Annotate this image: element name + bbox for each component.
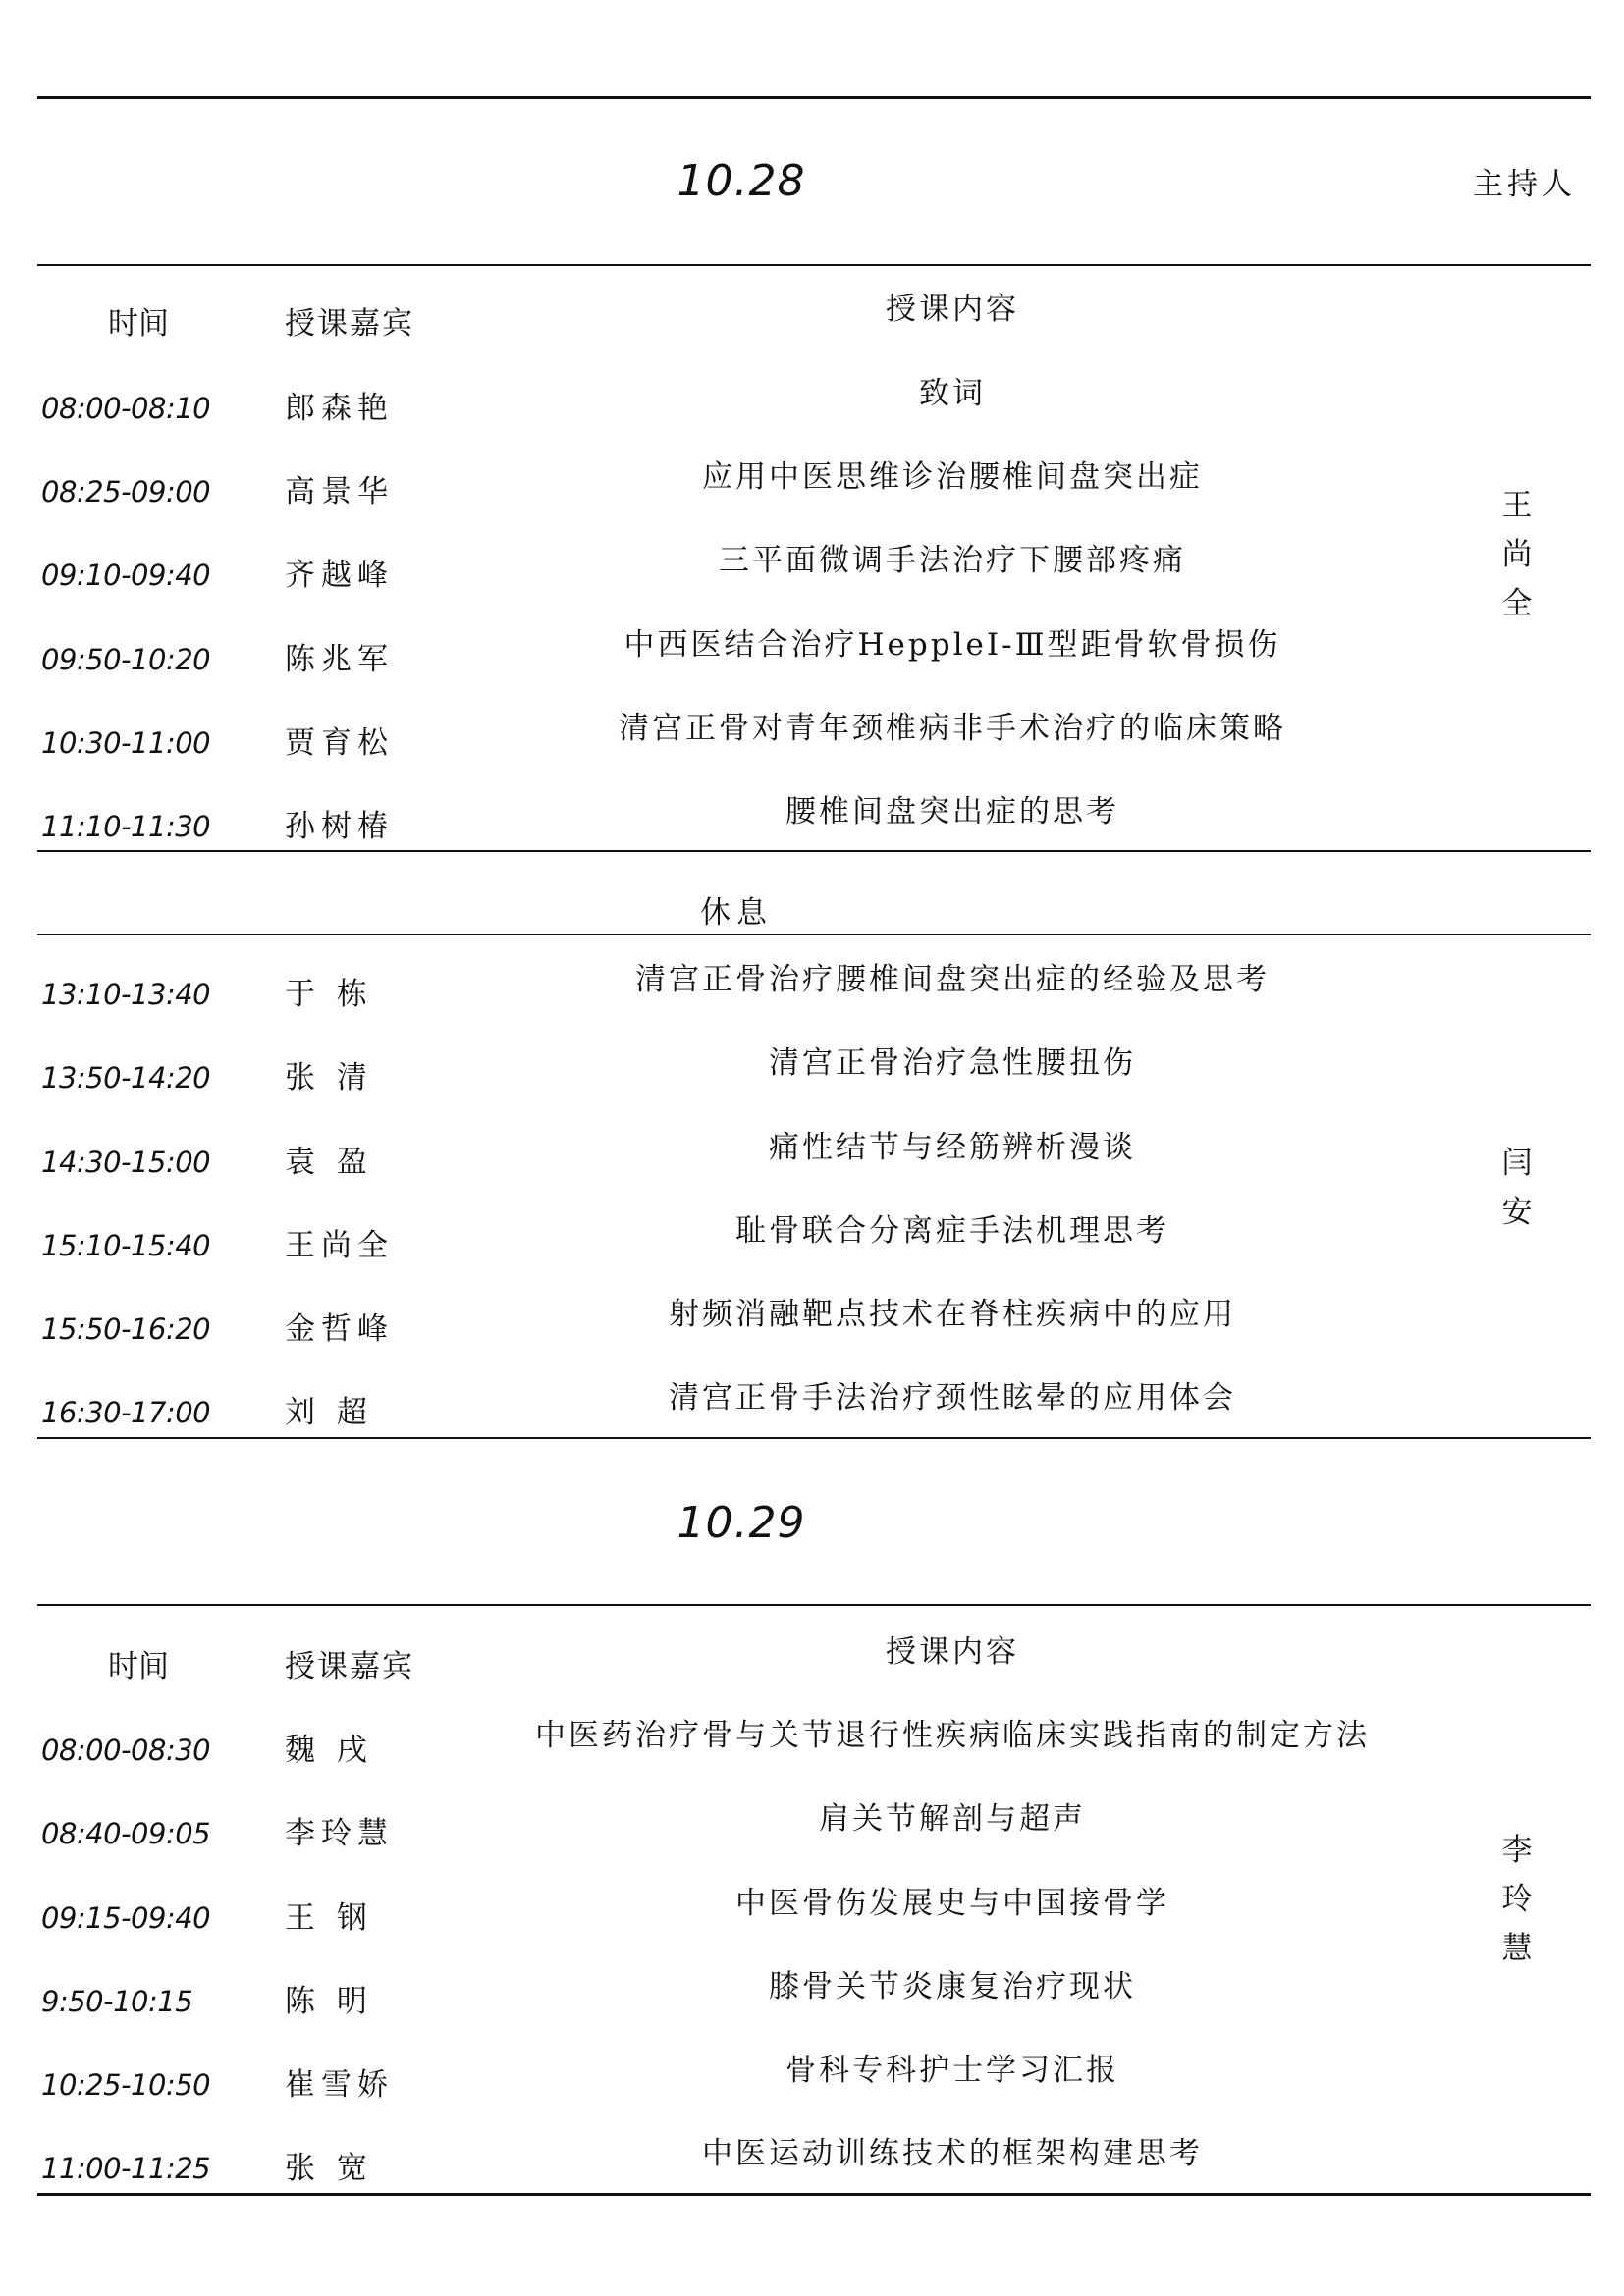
schedule-time: 16:30-17:00 <box>41 1396 211 1429</box>
day1-bottom-rule <box>37 1437 1591 1439</box>
top-rule <box>37 96 1591 99</box>
header-speaker: 授课嘉宾 <box>285 306 414 342</box>
schedule-topic: 三平面微调手法治疗下腰部疼痛 <box>719 543 1186 578</box>
schedule-speaker: 贾育松 <box>285 725 394 761</box>
schedule-time: 08:25-09:00 <box>41 475 211 508</box>
schedule-time: 11:10-11:30 <box>41 810 211 843</box>
schedule-topic: 腰椎间盘突出症的思考 <box>785 794 1119 829</box>
header-topic: 授课内容 <box>886 1634 1019 1670</box>
host-char: 尚 <box>1501 537 1533 572</box>
schedule-time: 15:10-15:40 <box>41 1229 211 1262</box>
schedule-time: 10:25-10:50 <box>41 2068 211 2102</box>
schedule-speaker: 陈 明 <box>285 1984 373 2019</box>
host-char: 慧 <box>1501 1931 1533 1966</box>
schedule-topic: 应用中医思维诊治腰椎间盘突出症 <box>702 459 1203 495</box>
schedule-topic: 清宫正骨治疗急性腰扭伤 <box>769 1045 1136 1081</box>
host-char: 王 <box>1501 488 1533 523</box>
host-char: 闫 <box>1501 1146 1533 1181</box>
schedule-speaker: 李玲慧 <box>285 1816 394 1851</box>
break-top-rule <box>37 850 1591 852</box>
host-char: 李 <box>1501 1833 1533 1868</box>
schedule-time: 08:00-08:30 <box>41 1734 211 1767</box>
bottom-rule <box>37 2193 1591 2196</box>
schedule-speaker: 张 清 <box>285 1060 373 1095</box>
break-label: 休息 <box>700 895 773 931</box>
schedule-speaker: 魏 戌 <box>285 1733 373 1768</box>
header-time: 时间 <box>108 1649 169 1684</box>
host-char: 安 <box>1501 1195 1533 1230</box>
schedule-speaker: 王尚全 <box>285 1228 394 1263</box>
break-bottom-rule <box>37 934 1591 935</box>
schedule-speaker: 陈兆军 <box>285 642 394 677</box>
schedule-time: 09:15-09:40 <box>41 1901 211 1935</box>
day1-date: 10.28 <box>677 156 806 206</box>
schedule-time: 13:10-13:40 <box>41 978 211 1011</box>
host-label: 主持人 <box>1473 167 1576 202</box>
afternoon-host <box>1497 1139 1537 1237</box>
schedule-speaker: 刘 超 <box>285 1395 373 1430</box>
schedule-speaker: 崔雪娇 <box>285 2067 394 2103</box>
schedule-topic: 肩关节解剖与超声 <box>819 1801 1086 1837</box>
schedule-topic: 中医骨伤发展史与中国接骨学 <box>735 1886 1169 1921</box>
header-speaker: 授课嘉宾 <box>285 1649 414 1684</box>
schedule-time: 10:30-11:00 <box>41 726 211 760</box>
schedule-topic: 中医运动训练技术的框架构建思考 <box>702 2136 1203 2171</box>
schedule-speaker: 齐越峰 <box>285 558 394 593</box>
schedule-topic: 射频消融靶点技术在脊柱疾病中的应用 <box>669 1297 1236 1332</box>
header-time: 时间 <box>108 306 169 342</box>
schedule-speaker: 孙树椿 <box>285 809 394 844</box>
schedule-speaker: 高景华 <box>285 474 394 509</box>
schedule-topic: 致词 <box>919 376 986 411</box>
schedule-speaker: 郎森艳 <box>285 391 394 426</box>
host-char: 全 <box>1501 586 1533 621</box>
schedule-time: 08:00-08:10 <box>41 392 211 425</box>
schedule-topic: 痛性结节与经筋辨析漫谈 <box>769 1130 1136 1165</box>
schedule-speaker: 金哲峰 <box>285 1311 394 1347</box>
morning-host <box>1497 481 1537 628</box>
schedule-topic: 膝骨关节炎康复治疗现状 <box>769 1969 1136 2004</box>
schedule-time: 09:10-09:40 <box>41 559 211 592</box>
day2-header-rule <box>37 1604 1591 1606</box>
schedule-time: 14:30-15:00 <box>41 1146 211 1179</box>
schedule-topic: 清宫正骨对青年颈椎病非手术治疗的临床策略 <box>619 711 1286 746</box>
schedule-time: 09:50-10:20 <box>41 643 211 676</box>
schedule-time: 13:50-14:20 <box>41 1061 211 1095</box>
schedule-time: 9:50-10:15 <box>41 1985 193 2018</box>
header-topic: 授课内容 <box>886 292 1019 327</box>
host-char: 玲 <box>1501 1882 1533 1917</box>
schedule-speaker: 袁 盈 <box>285 1145 373 1180</box>
schedule-topic: 骨科专科护士学习汇报 <box>785 2053 1119 2088</box>
schedule-speaker: 张 宽 <box>285 2151 373 2186</box>
day2-date: 10.29 <box>677 1498 806 1548</box>
day1-header-rule <box>37 264 1591 266</box>
schedule-time: 15:50-16:20 <box>41 1312 211 1346</box>
schedule-topic: 清宫正骨手法治疗颈性眩晕的应用体会 <box>669 1380 1236 1415</box>
schedule-topic: 清宫正骨治疗腰椎间盘突出症的经验及思考 <box>635 962 1270 997</box>
schedule-speaker: 于 栋 <box>285 977 373 1012</box>
schedule-topic: 中西医结合治疗HeppleⅠ-Ⅲ型距骨软骨损伤 <box>623 627 1281 663</box>
schedule-speaker: 王 钢 <box>285 1900 373 1936</box>
schedule-time: 11:00-11:25 <box>41 2152 211 2185</box>
schedule-time: 08:40-09:05 <box>41 1817 211 1850</box>
day2-morning-host <box>1497 1826 1537 1973</box>
schedule-topic: 耻骨联合分离症手法机理思考 <box>735 1213 1169 1249</box>
schedule-topic: 中医药治疗骨与关节退行性疾病临床实践指南的制定方法 <box>535 1718 1370 1753</box>
